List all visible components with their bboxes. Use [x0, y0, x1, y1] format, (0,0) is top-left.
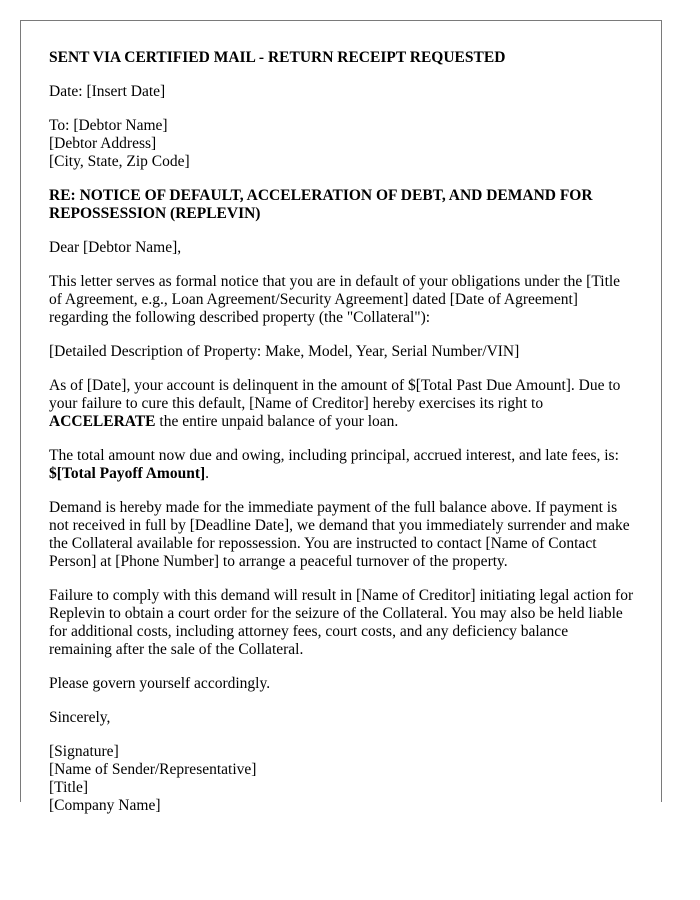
- paragraph-total-due: [49, 447, 634, 483]
- signature-block: [49, 743, 634, 815]
- company-name: [Company Name]: [49, 797, 161, 814]
- paragraph-default-notice: This letter serves as formal notice that you are in default of your obligations under the [Title of Agreement, e.g., Loan Agreement/Security Agreement] dated [Date of Agreement] regarding the following described property (the "Collateral"):: [49, 273, 621, 326]
- letter-content: [49, 49, 634, 831]
- recipient-city-state-zip: [City, State, Zip Code]: [49, 153, 190, 170]
- paragraph-legal-action: Failure to comply with this demand will result in [Name of Creditor] initiating legal action for Replevin to obtain a court order for the seizure of the Collateral. You may also be held liable for additional costs, including attorney fees, court costs, and any deficiency balance remaining after the sale of the Collateral.: [49, 587, 634, 658]
- total-due-text-after: .: [205, 465, 210, 482]
- closing-instruction: Please govern yourself accordingly.: [49, 675, 271, 692]
- subject-line: RE: NOTICE OF DEFAULT, ACCELERATION OF DEBT, AND DEMAND FOR REPOSSESSION (REPLEVIN): [49, 187, 593, 222]
- sender-title: [Title]: [49, 779, 89, 796]
- accelerate-emphasis: ACCELERATE: [49, 413, 156, 430]
- recipient-block: [49, 117, 634, 171]
- acceleration-text-before: As of [Date], your account is delinquent in the amount of $[Total Past Due Amount]. Due to your failure to cure this default, [Name of Creditor] hereby exercises its right to: [49, 377, 621, 412]
- signoff: Sincerely,: [49, 709, 111, 726]
- date-line: Date: [Insert Date]: [49, 83, 166, 100]
- paragraph-acceleration: [49, 377, 634, 431]
- paragraph-demand: Demand is hereby made for the immediate payment of the full balance above. If payment is not received in full by [Deadline Date], we demand that you immediately surrender and make the Collateral available for repossession. You are instructed to contact [Name of Contact Person] at [Phone Number] to arrange a peaceful turnover of the property.: [49, 499, 630, 570]
- acceleration-text-after: the entire unpaid balance of your loan.: [155, 413, 399, 430]
- letter-page: [20, 20, 662, 814]
- total-due-text-before: The total amount now due and owing, including principal, accrued interest, and late fees, is:: [49, 447, 619, 464]
- signature-placeholder: [Signature]: [49, 743, 119, 760]
- recipient-address: [Debtor Address]: [49, 135, 157, 152]
- paragraph-collateral-description: [Detailed Description of Property: Make, Model, Year, Serial Number/VIN]: [49, 343, 520, 360]
- sender-name: [Name of Sender/Representative]: [49, 761, 257, 778]
- mailing-header: SENT VIA CERTIFIED MAIL - RETURN RECEIPT REQUESTED: [49, 49, 506, 66]
- recipient-name: To: [Debtor Name]: [49, 117, 168, 134]
- salutation: Dear [Debtor Name],: [49, 239, 182, 256]
- total-payoff-amount: $[Total Payoff Amount]: [49, 465, 206, 482]
